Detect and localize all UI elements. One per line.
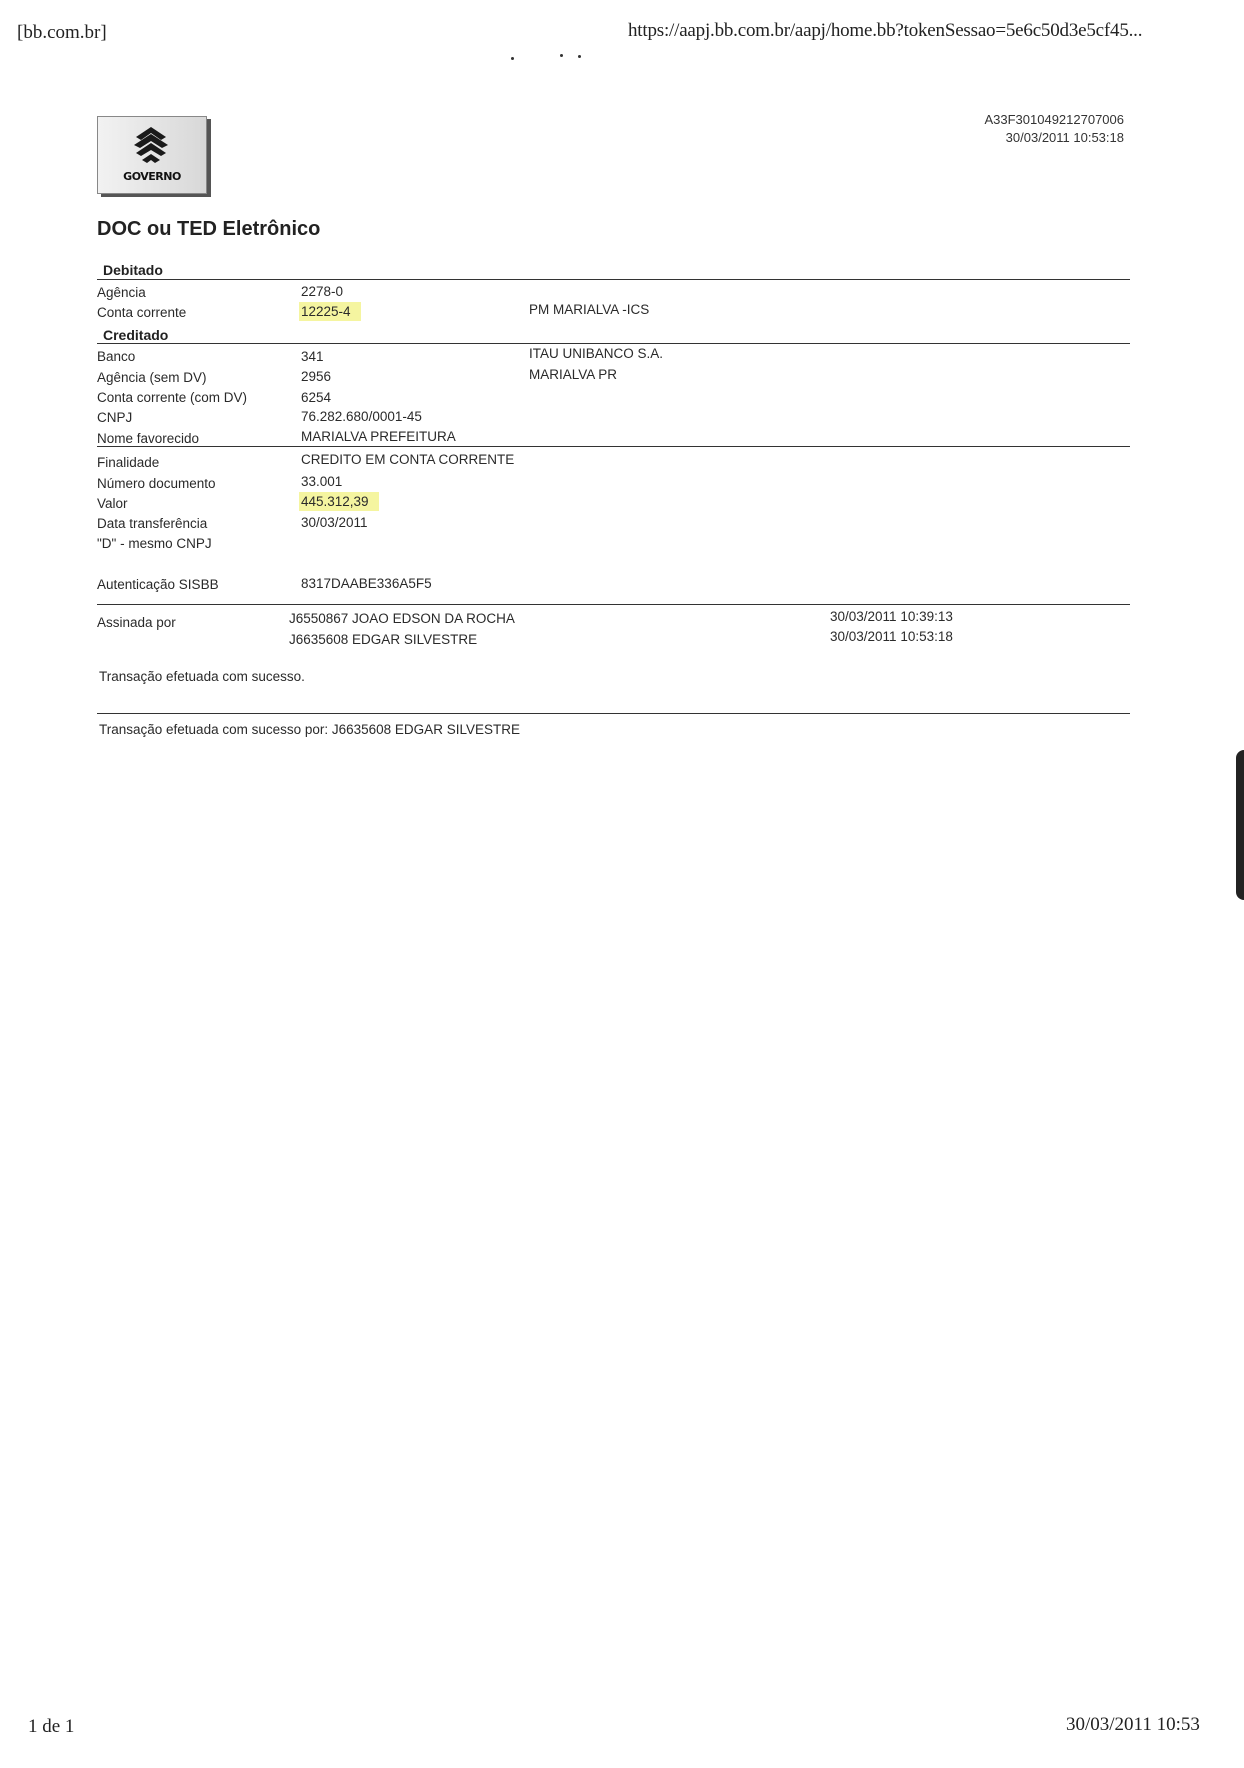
document-id: A33F301049212707006 <box>984 112 1124 127</box>
section-divider <box>97 604 1130 605</box>
document-meta <box>984 111 1124 147</box>
credit-cnpj-value: 76.282.680/0001-45 <box>301 409 422 424</box>
signature-datetime: 30/03/2011 10:39:13 <box>830 609 953 624</box>
numero-documento-value: 33.001 <box>301 474 343 489</box>
signature-datetime: 30/03/2011 10:53:18 <box>830 629 953 644</box>
credit-conta-label: Conta corrente (com DV) <box>97 390 248 405</box>
bank-logo <box>97 116 207 194</box>
debit-conta-label: Conta corrente <box>97 305 187 320</box>
debit-agencia-label: Agência <box>97 285 146 300</box>
signature-name: J6550867 JOAO EDSON DA ROCHA <box>289 611 515 626</box>
data-transferencia-value: 30/03/2011 <box>301 515 368 530</box>
mesmo-cnpj-label: "D" - mesmo CNPJ <box>97 536 212 551</box>
section-divider <box>97 343 1130 344</box>
section-divider <box>97 713 1130 714</box>
print-header-url: https://aapj.bb.com.br/aapj/home.bb?tokenSessao=5e6c50d3e5cf45... <box>628 20 1143 41</box>
credit-favorecido-label: Nome favorecido <box>97 431 200 446</box>
finalidade-value: CREDITO EM CONTA CORRENTE <box>301 452 515 467</box>
credit-favorecido-value: MARIALVA PREFEITURA <box>301 429 456 444</box>
credit-agencia-label: Agência (sem DV) <box>97 370 207 385</box>
status-message-by: Transação efetuada com sucesso por: J6635608 EDGAR SILVESTRE <box>99 722 520 737</box>
credit-agencia-city: MARIALVA PR <box>529 367 618 382</box>
data-transferencia-label: Data transferência <box>97 516 208 531</box>
autenticacao-label: Autenticação SISBB <box>97 577 219 592</box>
scan-speck <box>560 54 563 57</box>
print-footer-page: 1 de 1 <box>28 1716 75 1737</box>
section-debitado-heading: Debitado <box>103 262 163 278</box>
credit-banco-label: Banco <box>97 349 136 364</box>
scan-edge-mark <box>1236 750 1244 900</box>
signature-name: J6635608 EDGAR SILVESTRE <box>289 632 478 647</box>
document-datetime: 30/03/2011 10:53:18 <box>1005 130 1124 145</box>
scan-speck <box>511 57 514 60</box>
debit-agencia-value: 2278-0 <box>301 284 344 299</box>
debit-conta-holder: PM MARIALVA -ICS <box>529 302 650 317</box>
credit-agencia-value: 2956 <box>301 369 332 384</box>
finalidade-label: Finalidade <box>97 455 160 470</box>
credit-banco-value: 341 <box>301 349 324 364</box>
logo-text: GOVERNO <box>123 170 181 183</box>
assinada-por-label: Assinada por <box>97 615 176 630</box>
autenticacao-value: 8317DAABE336A5F5 <box>301 576 432 591</box>
section-divider <box>97 279 1130 280</box>
print-footer-datetime: 30/03/2011 10:53 <box>1066 1714 1200 1735</box>
scan-speck <box>578 55 581 58</box>
credit-cnpj-label: CNPJ <box>97 410 133 425</box>
valor-value: 445.312,39 <box>299 492 379 511</box>
debit-conta-value: 12225-4 <box>299 302 361 321</box>
credit-banco-name: ITAU UNIBANCO S.A. <box>529 346 664 361</box>
valor-label: Valor <box>97 496 128 511</box>
banco-do-brasil-logo-icon <box>128 123 174 167</box>
numero-documento-label: Número documento <box>97 476 216 491</box>
page-title: DOC ou TED Eletrônico <box>97 218 321 240</box>
print-header-site: [bb.com.br] <box>17 22 107 43</box>
credit-conta-value: 6254 <box>301 390 332 405</box>
section-divider <box>97 446 1130 447</box>
status-message: Transação efetuada com sucesso. <box>99 669 305 684</box>
section-creditado-heading: Creditado <box>103 327 169 343</box>
